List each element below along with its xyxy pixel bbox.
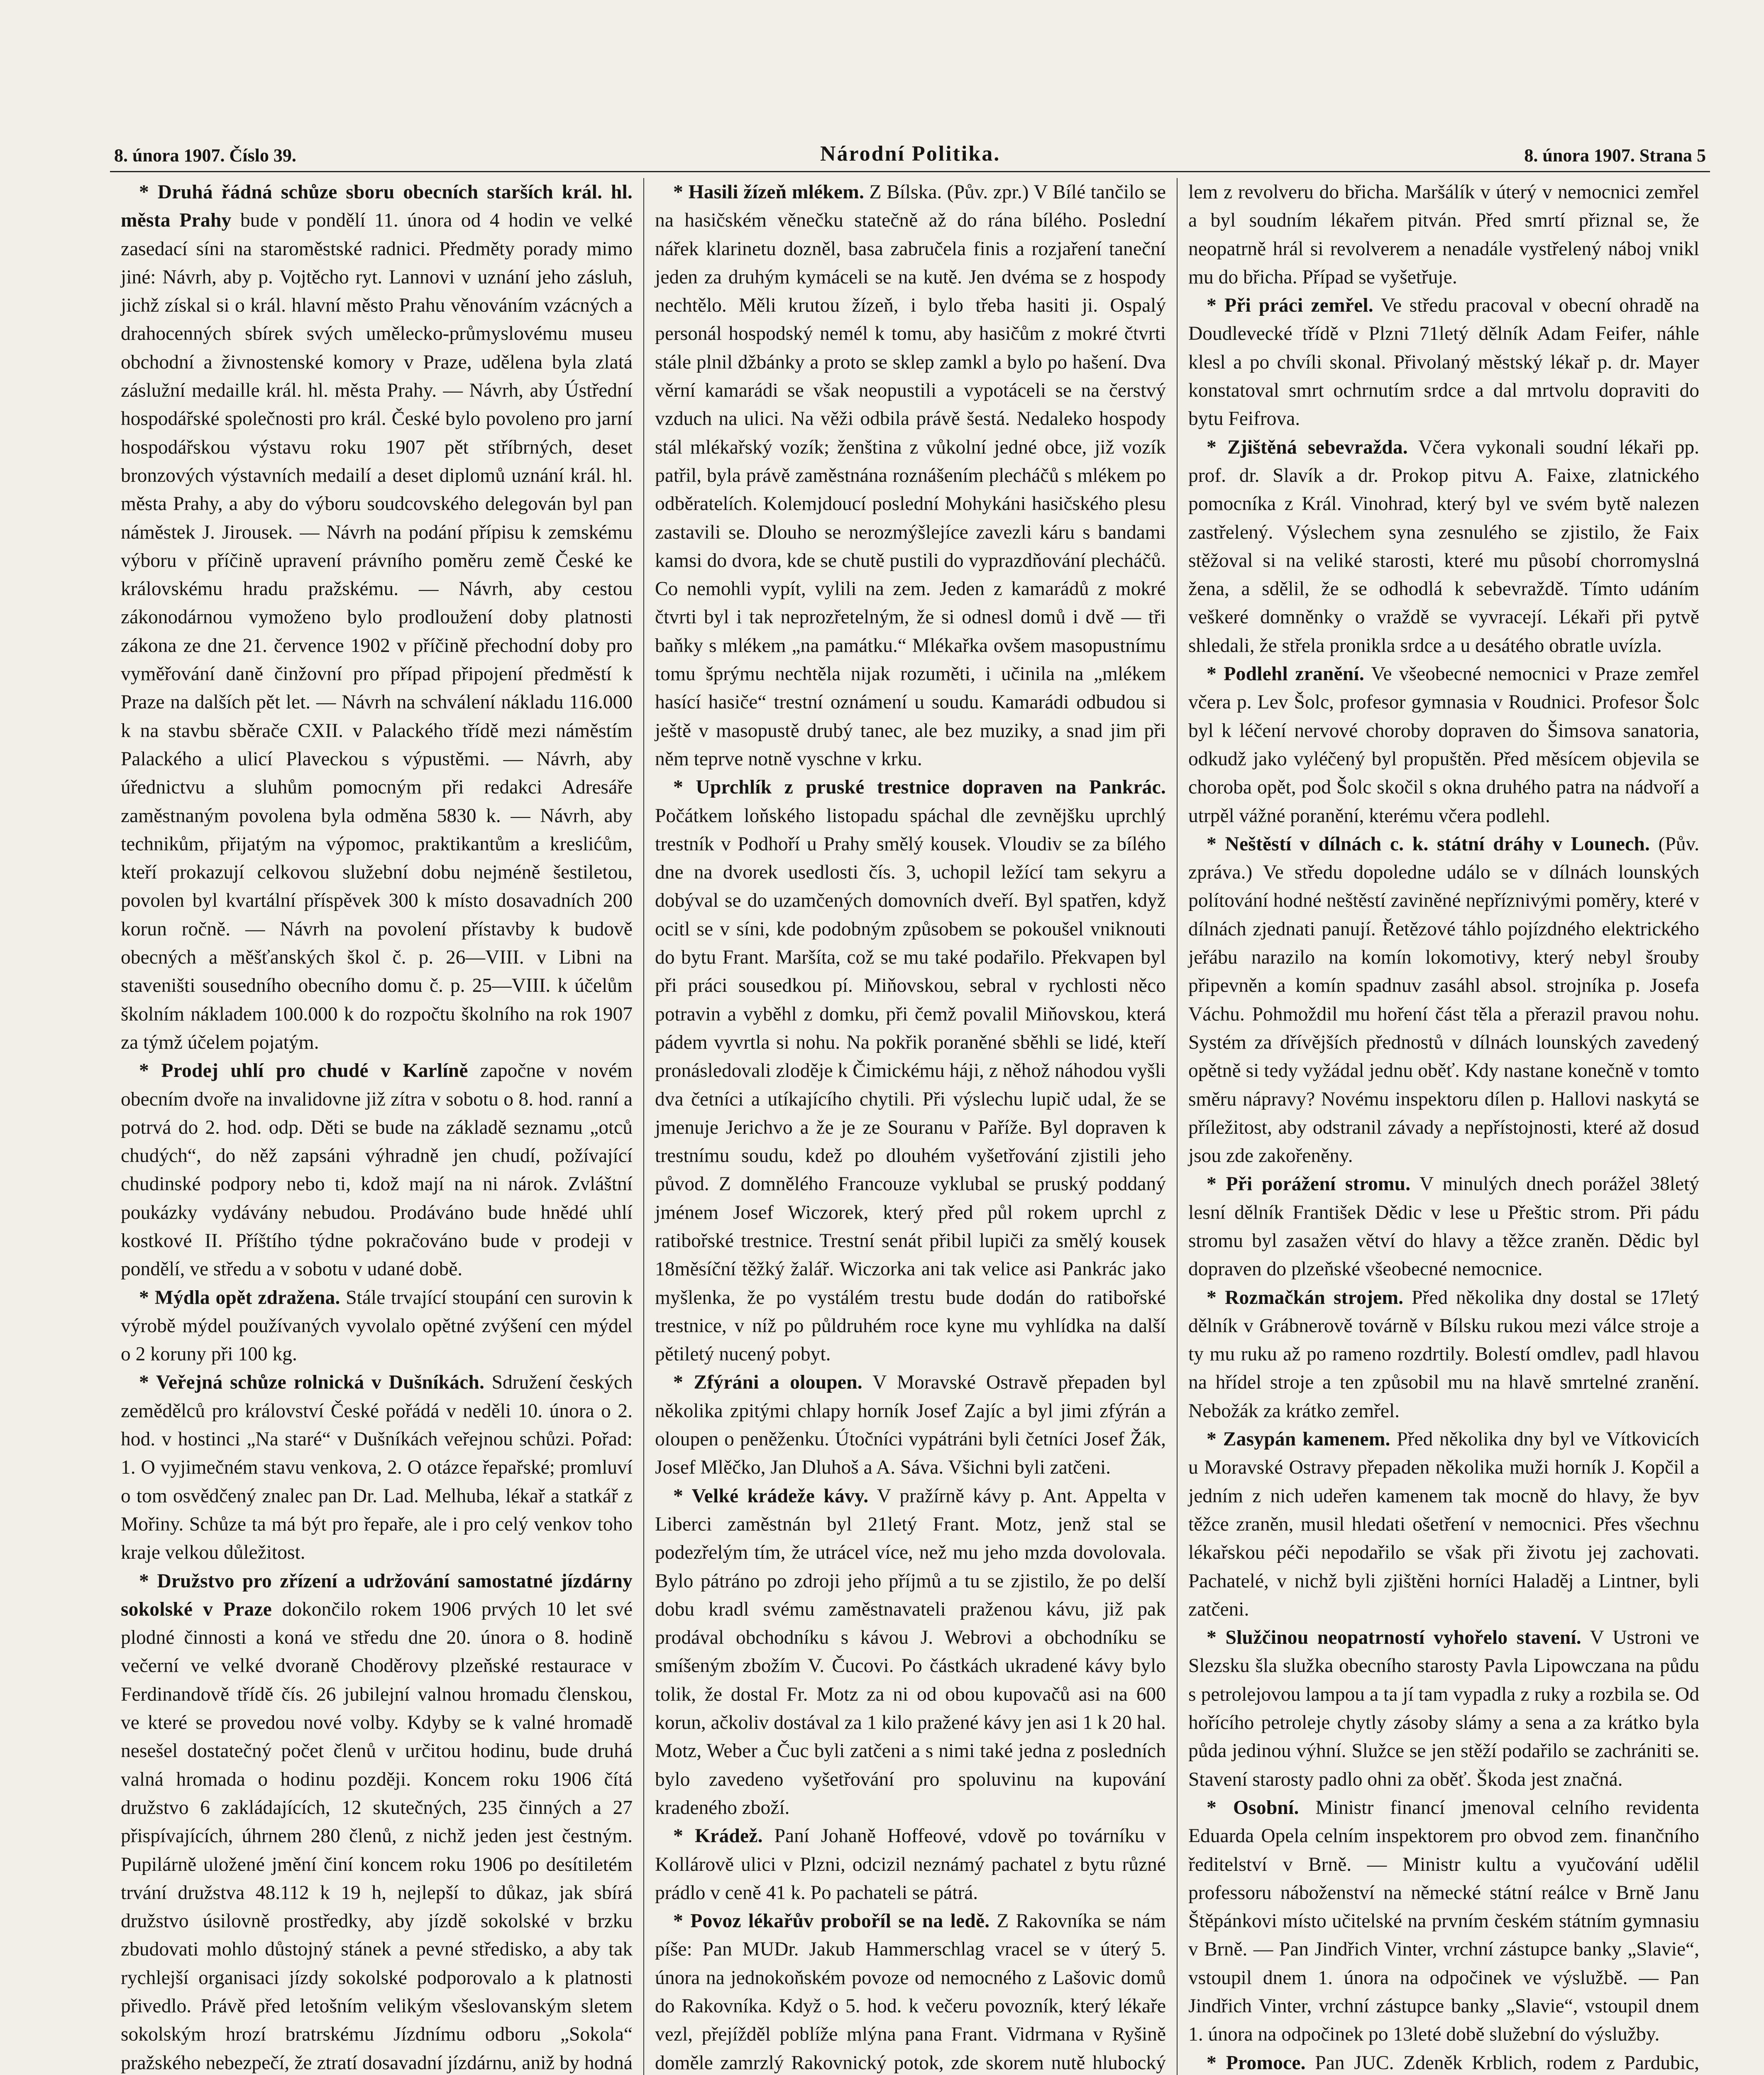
news-item bbox=[121, 178, 633, 1057]
news-item-headline: * Krádež. bbox=[673, 1825, 763, 1847]
news-item-headline: * Rozmačkán strojem. bbox=[1207, 1286, 1404, 1308]
news-item-headline: * Zasypán kamenem. bbox=[1207, 1428, 1390, 1450]
news-item bbox=[1188, 1284, 1699, 1425]
news-item-body: V pražírně kávy p. Ant. Appelta v Liberci zaměstnán byl 21letý Frant. Motz, jenž stal se podezřelým tím, že utrácel více, než mu jeho mzda dovolovala. Bylo pátráno po zdroji jeho příjmů a tu se zjistilo, že po delší dobu kradl svému zaměstnavateli praženou kávu, již pak prodával obchodníku s kávou J. Webrovi a obchodníku se smíšeným zbožím V. Čucovi. Po částkách ukradené kávy bylo tolik, že dostal Fr. Motz za ni od obou kupovačů asi na 600 korun, ačkoliv dostával za 1 kilo pražené kávy jen asi 1 k 20 hal. Motz, Weber a Čuc byli zatčeni a s nimi také jedna z posledních bylo zavedeno vyšetřování pro spoluvinu na kupování kradeného zboží. bbox=[655, 1485, 1166, 1819]
news-item-headline: * Promoce. bbox=[1207, 2052, 1306, 2074]
page-header bbox=[110, 141, 1710, 172]
news-item-body: Z Bílska. (Pův. zpr.) V Bílé tančilo se na hasičském věnečku statečně až do rána bílého. Poslední nářek klarinetu dozněl, basa zabručela finis a rozjaření taneční jeden za druhým kymáceli se na kutě. Jen dvéma se z hospody nechtělo. Měli krutou žízeň, i bylo třeba hasiti ji. Ospalý personál hospodský nemél k tomu, aby hasičům z mokré čtvrti stále plnil džbánky a proto se sklep zamkl a bylo po hašení. Dva věrní kamarádi se však neopustili a vypotáceli se na čerstvý vzduch na ulici. Na věži odbila právě šestá. Nedaleko hospody stál mlékařský vozík; ženština z vůkolní jedné obce, již vozík patřil, byla právě zaměstnána roznášením plecháčů s mlékem po odběratelích. Kolemjdoucí poslední Mohykáni hasičského plesu zastavili se. Dlouho se nerozmýšlejíce zavezli káru s bandami kamsi do dvora, kde se chutě pustili do vyprazdňování plecháčů. Co nemohli vypít, vylili na zem. Jeden z kamarádů z mokré čtvrti byl i tak neprozřetelným, že si odnesl domů i dvě — tři baňky s mlékem „na památku.“ Mlékařka ovšem masopustnímu tomu šprýmu nechtěla nijak rozuměti, i učinila na „mlékem hasící hasiče“ trestní oznámení u soudu. Kamarádi odbudou si ještě v masopustě drubý tanec, ale bez muziky, a snad jim při něm teprve notně vyschne v krku. bbox=[655, 181, 1166, 770]
news-item-headline: * Velké krádeže kávy. bbox=[673, 1485, 869, 1507]
news-item-headline: * Mýdla opět zdražena. bbox=[139, 1286, 340, 1308]
news-item bbox=[655, 1907, 1166, 2075]
news-item-body: V Ustroni ve Slezsku šla služka obecního starosty Pavla Lipowczana na půdu s petrolejovou lampou a ta jí tam vypadla z ruky a rozbila se. Od hořícího petroleje chytly zásoby slámy a sena a za krátko byla půda jedinou výhní. Služce se jen stěží podařilo se zachrániti se. Stavení starosty padlo ohni za oběť. Škoda jest značná. bbox=[1188, 1627, 1699, 1790]
article-columns bbox=[110, 178, 1710, 2075]
news-item-headline: * Při práci zemřel. bbox=[1207, 295, 1373, 317]
news-item bbox=[1188, 433, 1699, 660]
news-item-body: Pan JUC. Zdeněk Krblich, rodem z Pardubic, bbox=[1315, 2052, 1699, 2074]
news-item-headline: * Hasili žízeň mlékem. bbox=[673, 181, 865, 203]
masthead-title: Národní Politika. bbox=[820, 142, 1001, 166]
news-item bbox=[1188, 1794, 1699, 2049]
news-item bbox=[121, 1368, 633, 1567]
column-3 bbox=[1177, 178, 1710, 2075]
news-item-headline: * Uprchlík z pruské trestnice dopraven na Pankrác. bbox=[673, 776, 1166, 798]
news-item bbox=[655, 1822, 1166, 1907]
news-item-body: Ministr financí jmenoval celního revidenta Eduarda Opela celním inspektorem pro obvod zem. finančního ředitelství v Brně. — Ministr kultu a vyučování udělil professoru náboženství na německé státní reálce v Brně Janu Štěpánkovi místo učitelské na prvním českém státním gymnasiu v Brně. — Pan Jindřich Vinter, vrchní zástupce banky „Slavie“, vstoupil dnem 1. února na odpočinek ve výslužbě. — Pan Jindřich Vinter, vrchní zástupce banky „Slavie“, vstoupil dnem 1. února na odpočinek po 13leté době služební do výslužby. bbox=[1188, 1797, 1699, 2046]
news-item-body: V minulých dnech porážel 38letý lesní dělník František Dědic v lese u Přeštic strom. Při pádu stromu byl zasažen větví do hlavy a těžce zraněn. Dědic byl dopraven do plzeňské všeobecné nemocnice. bbox=[1188, 1173, 1699, 1280]
news-item bbox=[1188, 2049, 1699, 2075]
column-2 bbox=[643, 178, 1177, 2075]
news-item-headline: * Prodej uhlí pro chudé v Karlíně bbox=[139, 1060, 468, 1082]
news-item-headline: * Služčinou neopatrností vyhořelo stavení. bbox=[1207, 1627, 1581, 1649]
news-item-body: Počátkem loňského listopadu spáchal dle zevnějšku uprchlý trestník v Podhoří u Prahy smělý kousek. Vloudiv se za bílého dne na dvorek usedlosti čís. 3, uchopil ležící tam sekyru a dobýval se do uzamčených domovních dveří. Byl spatřen, když ocitl se v síni, kde podobným způsobem se pokoušel vniknouti do bytu Frant. Maršíta, což se mu také podařilo. Překvapen byl při práci sousedkou pí. Miňovskou, sebral v rychlosti něco potravin a vyběhl z domku, při čemž povalil Miňovskou, která pádem vyvrtla si nohu. Na pokřik poraněné sběhli se lidé, kteří pronásledovali zloděje k Čimickému háji, z něhož náhodou vyšli dva četníci a utíkajícího chytili. Při výslechu lupič udal, že se jmenuje Jerichvo a že je ze Souranu v Paříže. Byl dopraven k trestnímu soudu, kdež po dlouhém vyšetřování zjistili jeho původ. Z domnělého Francouze vyklubal se pruský poddaný jménem Josef Wiczorek, který před půl rokem uprchl z ratibořské trestnice. Trestní senát přibil lupiči za smělý kousek 18měsíční těžký žalář. Wiczorka ani tak velice asi Pankrác jako myšlenka, že po vystálém trestu bude dodán do ratibořské trestnice, v níž po půldruhém roce kyne mu vyhlídka na další pětiletý nucený pobyt. bbox=[655, 805, 1166, 1365]
news-item-headline: * Povoz lékařův proboříl se na ledě. bbox=[673, 1910, 990, 1932]
news-item-body: Ve středu pracoval v obecní ohradě na Doudlevecké třídě v Plzni 71letý dělník Adam Feifer, náhle klesl a po chvíli skonal. Přivolaný městský lékař p. dr. Mayer konstatoval smrt ochrnutím srdce a dal mrtvolu dopraviti do bytu Feifrova. bbox=[1188, 295, 1699, 430]
news-item-headline: * Zfýráni a oloupen. bbox=[673, 1372, 862, 1394]
news-item-body: Sdružení českých zemědělců pro království České pořádá v neděli 10. února o 2. hod. v hostinci „Na staré“ v Dušníkách veřejnou schůzi. Pořad: 1. O vyjimečném stavu venkova, 2. O otázce řepařské; promluví o tom osvědčený znalec pan Dr. Lad. Melhuba, lékař a statkář z Mořiny. Schůze ta má být pro řepaře, ale i pro celý venkov toho kraje velkou důležitost. bbox=[121, 1372, 633, 1564]
news-item-body: Z Rakovníka se nám píše: Pan MUDr. Jakub Hammerschlag vracel se v úterý 5. února na jednokoňském povoze od nemocného z Lašovic domů do Rakovníka. Když o 5. hod. k večeru povozník, který lékaře vezl, přejížděl poblíže mlýna pana Frant. Vidrmana v Ryšině doměle zamrzlý Rakovnický potok, zde skorem nutě hlubocký bbox=[655, 1910, 1166, 2074]
news-item-headline: * Veřejná schůze rolnická v Dušníkách. bbox=[139, 1372, 485, 1394]
news-item-headline: * Osobní. bbox=[1207, 1797, 1299, 1819]
news-item bbox=[655, 178, 1166, 773]
news-item bbox=[121, 1057, 633, 1283]
news-item-body: Včera vykonali soudní lékaři pp. prof. dr. Slavík a dr. Prokop pitvu A. Faixe, zlatnického pomocníka z Král. Vinohrad, který byl ve svém bytě nalezen zastřelený. Výslechem syna zesnulého se zjistilo, že Faix stěžoval si na veliké starosti, které mu působí chorromyslná žena, a sdělil, že se odhodlá k sebevraždě. Tímto udáním veškeré domněnky o vraždě se vyvracejí. Lékaři při pytvě shledali, že střela pronikla srdce a u desátého obratle uvízla. bbox=[1188, 436, 1699, 657]
news-item bbox=[1188, 660, 1699, 830]
news-item bbox=[1188, 178, 1699, 291]
news-item-body: dokončilo rokem 1906 prvých 10 let své plodné činnosti a koná ve středu dne 20. února o 8. hodině večerní ve velké dvoraně Choděrovy plzeňské restaurace v Ferdinandově třídě čís. 26 jubilejní valnou hromadu členskou, ve které se provedou nové volby. Kdyby se k valné hromadě nesešel dostatečný počet členů v určitou hodinu, bude druhá valná hromada o hodinu později. Koncem roku 1906 čítá družstvo 6 zakládajících, 12 skutečných, 235 činných a 27 přispívajících, úhrnem 280 členů, z nichž jeden jest čestným. Pupilárně uložené jmění činí koncem roku 1906 po desítiletém trvání družstva 48.112 k 19 h, nejlepší to důkaz, jak sbírá družstvo úsilovně prostředky, aby jízdě sokolské v brzku zbudovati mohlo důstojný stánek a pevné středisko, a aby tak rychlejší organisaci jízdy sokolské podporovalo a k platnosti přivedlo. Právě před letošním velikým všeslovanským sletem sokolským hrozí bratrskému Jízdnímu odboru „Sokola“ pražského nebezpečí, že ztratí dosavadní jízdárnu, aniž by hodná bbox=[121, 1598, 633, 2074]
news-item-body: (Pův. zpráva.) Ve středu dopoledne událo se v dílnách lounských polítování hodné neštěstí zaviněné nepříznivými poměry, které v dílnách zjednati panují. Řetězové táhlo pojízdného elektrického jeřábu narazilo na komín lokomotivy, který nebyl šrouby připevněn a komín spadnuv zasáhl absol. strojníka p. Josefa Váchu. Pohmoždil mu hoření část těla a přerazil pravou nohu. Systém za dřívějších přednostů v dílnách lounských zavedený opětně si tedy vyžádal jednu oběť. Kdy nastane konečně v tomto směru nápravy? Novému inspektoru dílen p. Hallovi naskytá se příležitost, aby odstranil závady a nepřístojnosti, které až dosud jsou zde zakořeněny. bbox=[1188, 833, 1699, 1167]
news-item-body: V Moravské Ostravě přepaden byl několika zpitými chlapy horník Josef Zajíc a byl jimi zfýrán a oloupen o peněženku. Útočníci vypátráni byli četníci Josef Žák, Josef Mlěčko, Jan Dluhoš a A. Sáva. Všichni byli zatčeni. bbox=[655, 1372, 1166, 1479]
news-item bbox=[1188, 1425, 1699, 1623]
news-item bbox=[655, 1482, 1166, 1822]
column-1 bbox=[110, 178, 643, 2075]
news-item-body: Před několika dny dostal se 17letý dělník v Grábnerově továrně v Bílsku rukou mezi válce stroje a ty mu ruku až po rameno rozdrtily. Bolestí omdlev, padl hlavou na hřídel stroje a ten způsobil mu na hlavě smrtelné zranění. Nebožák za krátko zemřel. bbox=[1188, 1286, 1699, 1422]
news-item-headline: * Podlehl zranění. bbox=[1207, 663, 1364, 685]
news-item bbox=[1188, 291, 1699, 433]
news-item bbox=[655, 773, 1166, 1368]
news-item-headline: * Druhá řádná schůze sboru obecních starších král. hl. města Prahy bbox=[121, 181, 633, 232]
news-item-body: započne v novém obecním dvoře na invalidovne již zítra v sobotu o 8. hod. ranní a potrvá do 2. hod. odp. Děti se bude na základě seznamu „otců chudých“, do něž zapsáni výhradně jen chudí, požívající chudinské podpory nebo ti, kdož mají na ni nárok. Zvláštní poukázky vydávány nebudou. Prodáváno bude hnědé uhlí kostkové II. Příštího týdne pokračováno bude v prodeji v pondělí, ve středu a v sobotu v udané době. bbox=[121, 1060, 633, 1280]
news-item-body: bude v pondělí 11. února od 4 hodin ve velké zasedací síni na staroměstské radnici. Předměty porady mimo jiné: Návrh, aby p. Vojtěcho ryt. Lannovi v uznání jeho zásluh, jichž získal si o král. hlavní město Prahu věnováním vzácných a drahocenných sbírek svých umělecko-průmyslovému museu obchodní a živnostenské komory v Praze, udělena byla zlatá záslužní medaille král. hl. města Prahy. — Návrh, aby Ústřední hospodářské společnosti pro král. České bylo povoleno pro jarní hospodářskou výstavu roku 1907 pět stříbrných, deset bronzových výstavních medailí a deset diplomů uznání král. hl. města Prahy, a aby do výboru soudcovského delegován byl pan náměstek J. Jirousek. — Návrh na podání přípisu k zemskému výboru v příčině upravení právního poměru země České ke královskému hradu pražskému. — Návrh, aby cestou zákonodárnou vymoženo bylo prodloužení doby platnosti zákona ze dne 21. července 1902 v příčině přechodní doby pro vyměřování daně činžovní pro případ připojení předměstí k Praze na dalších pět let. — Návrh na schválení nákladu 116.000 k na stavbu sběrače CXII. v Palackého třídě mezi náměstím Palackého a ulicí Plaveckou s výpustěmi. — Návrh, aby úřednictvu a sluhům pomocným při redakci Adresáře zaměstnaným povolena byla odměna 5830 k. — Návrh, aby technikům, přijatým na výpomoc, praktikantům a kreslićům, kteří prokazují celkovou služební dobu nejméně šestiletou, povolen byl kvartální příspěvek 300 k místo dosavadních 200 korun ročně. — Návrh na povolení přístavby k budově obecných a měšťanských škol č. p. 26—VIII. v Libni na staveništi sousedního obecního domu č. p. 25—VIII. k účelům školním nákladem 100.000 k do rozpočtu školního na rok 1907 za týmž účelem pojatým. bbox=[121, 210, 633, 1053]
news-item-body: Před několika dny byl ve Vítkovicích u Moravské Ostravy přepaden několika muži horník J. Kopčil a jedním z nich udeřen kamenem tak mocně do hlavy, že byv těžce zraněn, musil hledati ošetření v nemocnici. Přes všechnu lékařskou péči nepodařilo se však při životu jej zachovati. Pachatelé, v nichž byli zjištěni horníci Haladěj a Lintner, byli zatčeni. bbox=[1188, 1428, 1700, 1620]
news-item bbox=[121, 1567, 633, 2075]
news-item-headline: * Zjištěná sebevražda. bbox=[1207, 436, 1408, 458]
news-item-body: Paní Johaně Hoffeové, vdově po továrníku v Kollárově ulici v Plzni, odcizil neznámý pachatel z bytu různé prádlo v ceně 41 k. Po pachateli se pátrá. bbox=[655, 1825, 1166, 1904]
news-item bbox=[1188, 1170, 1699, 1283]
news-item bbox=[1188, 1623, 1699, 1794]
header-date-page: 8. února 1907. Strana 5 bbox=[1524, 145, 1706, 166]
news-item bbox=[121, 1284, 633, 1369]
news-item-headline: * Neštěstí v dílnách c. k. státní dráhy v Lounech. bbox=[1207, 833, 1650, 855]
news-item-body: lem z revolveru do břicha. Maršálík v úterý v nemocnici zemřel a byl soudním lékařem pitván. Před smrtí přiznal se, že neopatrně hrál si revolverem a nenadále vystřelený náboj vnikl mu do břicha. Případ se vyšetřuje. bbox=[1188, 181, 1699, 288]
header-date-issue: 8. února 1907. Číslo 39. bbox=[114, 145, 296, 166]
news-item bbox=[1188, 830, 1699, 1170]
news-item-headline: * Při porážení stromu. bbox=[1207, 1173, 1411, 1195]
news-item-body: Stále trvající stoupání cen surovin k výrobě mýdel používaných vyvolalo opětné zvýšení cen mýdel o 2 koruny při 100 kg. bbox=[121, 1286, 633, 1365]
news-item-body: Ve všeobecné nemocnici v Praze zemřel včera p. Lev Šolc, profesor gymnasia v Roudnici. Profesor Šolc byl k léčení nervové choroby dopraven do Šimsova sanatoria, odkudž jako vyléčený byl propuštěn. Před měsícem objevila se choroba opět, pod Šolc skočil s okna druhého patra na nádvoří a utrpěl vážné poranění, kterému včera podlehl. bbox=[1188, 663, 1699, 827]
news-item bbox=[655, 1368, 1166, 1482]
news-item-headline: * Družstvo pro zřízení a udržování samostatné jízdárny sokolské v Praze bbox=[121, 1570, 633, 1620]
